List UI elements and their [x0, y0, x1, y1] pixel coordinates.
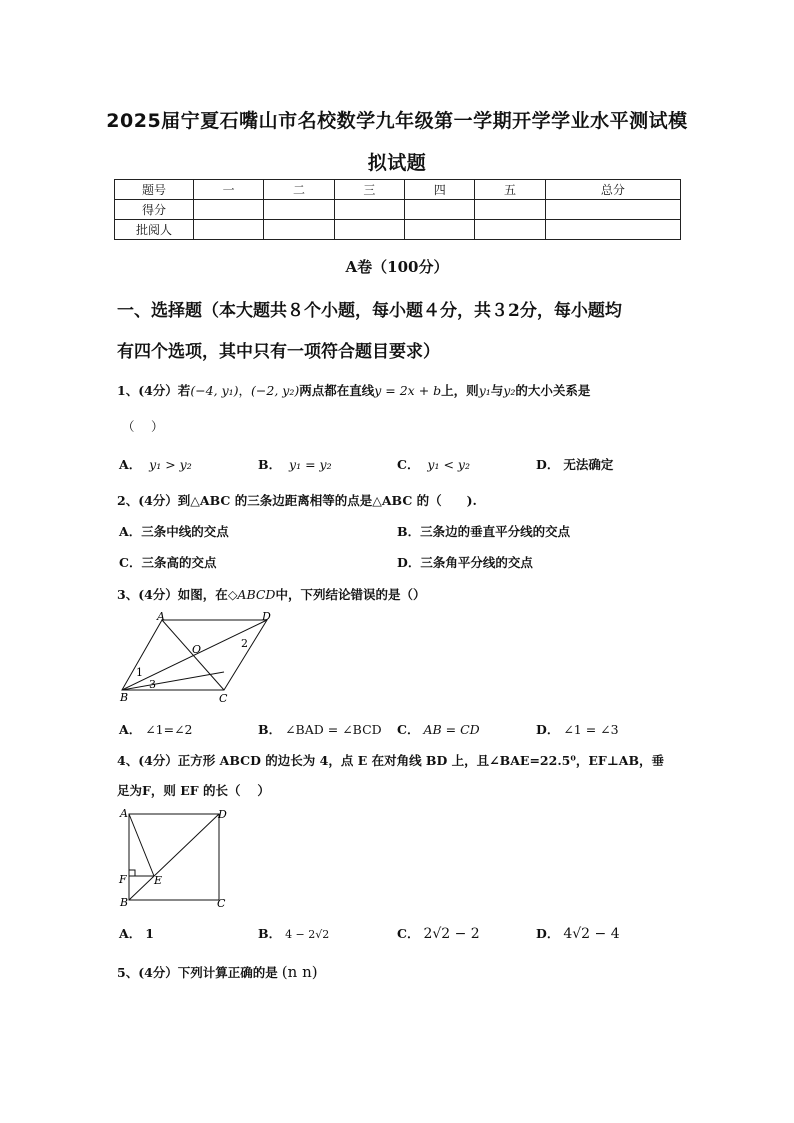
question-1-prefix: 1、(4分）若 [117, 383, 191, 398]
score-table-row [115, 220, 681, 240]
parallelogram-figure [112, 610, 282, 706]
option-letter: B． [258, 926, 282, 941]
document-title-line1: 2025届宁夏石嘴山市名校数学九年级第一学期开学学业水平测试模 [106, 110, 688, 132]
score-cell[interactable] [545, 220, 680, 240]
label-d: D [262, 610, 271, 623]
option-letter: C． [397, 926, 420, 941]
line-equation: y = 2x + b [374, 383, 442, 398]
q2-option-d[interactable] [397, 553, 533, 571]
angle-1-label: 1 [136, 666, 143, 679]
option-letter: D． [397, 555, 421, 570]
question-1-text: 与 [490, 383, 504, 398]
option-text: 三条角平分线的交点 [420, 555, 533, 570]
option-letter: B． [397, 524, 421, 539]
label-f: F [119, 873, 127, 886]
paper-section-label: A卷（100分） [345, 258, 449, 276]
table-header-cell: 三 [334, 180, 404, 200]
option-letter: A． [119, 926, 142, 941]
option-text: 三条高的交点 [141, 555, 217, 570]
label-o: O [192, 643, 202, 656]
option-letter: D． [536, 722, 560, 737]
score-cell[interactable] [194, 220, 264, 240]
label-d: D [218, 808, 227, 821]
option-letter: C． [119, 555, 142, 570]
q4-option-b[interactable] [258, 924, 329, 942]
separator: ， [238, 383, 252, 398]
q1-option-c[interactable] [397, 455, 470, 473]
score-cell[interactable] [475, 200, 545, 220]
section-heading-line1: 一、选择题（本大题共８个小题，每小题４分，共３2分，每小题均 [117, 301, 622, 321]
label-c: C [217, 897, 226, 910]
score-table-header-row [115, 180, 681, 200]
q2-option-b[interactable] [397, 522, 570, 540]
score-cell[interactable] [405, 200, 475, 220]
score-cell[interactable] [264, 200, 334, 220]
question-2-stem: 2、(4分）到△ABC 的三条边距离相等的点是△ABC 的（ ). [117, 493, 477, 508]
score-table [114, 179, 681, 240]
q1-option-a[interactable] [119, 455, 192, 473]
score-cell[interactable] [545, 200, 680, 220]
option-letter: A． [119, 524, 142, 539]
option-letter: D． [536, 457, 560, 472]
table-header-cell: 二 [264, 180, 334, 200]
point-1: (−4, y₁) [190, 383, 239, 398]
question-4-stem-line2: 足为F，则 EF 的长（ ） [117, 783, 270, 798]
score-cell[interactable] [194, 200, 264, 220]
answer-paren: （ ） [122, 419, 164, 434]
y2: y₂ [503, 383, 516, 398]
question-1-stem [117, 381, 590, 399]
option-letter: C． [397, 457, 420, 472]
point-2: (−2, y₂) [251, 383, 300, 398]
score-cell[interactable] [264, 220, 334, 240]
q3-option-d[interactable] [536, 720, 619, 738]
option-letter: A． [119, 722, 142, 737]
table-row-label: 得分 [115, 200, 194, 220]
segment-ae [129, 814, 154, 876]
score-cell[interactable] [334, 200, 404, 220]
option-text: y₁ = y₂ [289, 457, 332, 472]
score-cell[interactable] [334, 220, 404, 240]
label-e: E [154, 874, 163, 887]
option-text: y₁ < y₂ [427, 457, 470, 472]
section-heading-line2: 有四个选项，其中只有一项符合题目要求） [117, 342, 440, 362]
right-angle-mark [129, 870, 135, 876]
question-1-text: 两点都在直线 [299, 383, 375, 398]
label-c: C [219, 692, 228, 705]
parallelogram-symbol: ◇ABCD [227, 587, 276, 602]
document-title-line2: 拟试题 [367, 152, 427, 174]
table-header-cell: 五 [475, 180, 545, 200]
question-5-paren: (n n) [281, 963, 318, 981]
question-3-prefix: 3、(4分）如图，在 [117, 587, 228, 602]
question-5-text: 5、(4分）下列计算正确的是 [117, 965, 278, 980]
option-letter: A． [119, 457, 142, 472]
q2-option-a[interactable] [119, 522, 229, 540]
q3-option-b[interactable] [258, 720, 382, 738]
option-letter: B． [258, 722, 282, 737]
option-text: 三条中线的交点 [141, 524, 229, 539]
score-cell[interactable] [405, 220, 475, 240]
q1-option-b[interactable] [258, 455, 332, 473]
label-a: A [120, 807, 128, 820]
option-text: 2√2 − 2 [423, 926, 480, 942]
y1: y₁ [478, 383, 491, 398]
angle-3-label: 3 [149, 678, 156, 691]
q3-option-a[interactable] [119, 720, 193, 738]
question-5-stem [117, 963, 318, 981]
table-header-cell: 题号 [115, 180, 194, 200]
question-3-text: 中，下列结论错误的是（） [275, 587, 426, 602]
option-letter: C． [397, 722, 420, 737]
q1-option-d[interactable] [536, 455, 613, 473]
q4-option-c[interactable] [397, 924, 480, 942]
question-1-text: 的大小关系是 [515, 383, 591, 398]
table-header-cell: 一 [194, 180, 264, 200]
q4-option-a[interactable] [119, 924, 154, 942]
option-text: ∠BAD = ∠BCD [285, 722, 382, 737]
option-text: 无法确定 [563, 457, 614, 472]
option-letter: B． [258, 457, 282, 472]
option-text: 4√2 − 4 [563, 926, 620, 942]
option-text: AB = CD [423, 722, 480, 737]
question-3-stem [117, 585, 425, 603]
option-text: 1 [145, 926, 154, 941]
table-header-cell: 总分 [545, 180, 680, 200]
question-1-text: 上，则 [441, 383, 479, 398]
q4-option-d[interactable] [536, 924, 620, 942]
option-text: y₁ > y₂ [149, 457, 192, 472]
score-table-row [115, 200, 681, 220]
square-figure [116, 806, 236, 910]
diagonal-bd [129, 814, 219, 900]
option-text: 三条边的垂直平分线的交点 [420, 524, 571, 539]
angle-2-label: 2 [241, 637, 248, 650]
q2-option-c[interactable] [119, 553, 216, 571]
option-letter: D． [536, 926, 560, 941]
option-text: ∠1=∠2 [145, 722, 193, 737]
table-header-cell: 四 [405, 180, 475, 200]
option-text: ∠1 = ∠3 [563, 722, 619, 737]
question-4-stem-line1: 4、(4分）正方形 ABCD 的边长为 4，点 E 在对角线 BD 上，且∠BAE=22.5⁰，EF⊥AB，垂 [117, 753, 665, 768]
q3-option-c[interactable] [397, 720, 480, 738]
option-text: 4 − 2√2 [285, 928, 330, 941]
label-a: A [157, 610, 165, 623]
score-cell[interactable] [475, 220, 545, 240]
label-b: B [120, 691, 129, 704]
label-b: B [120, 896, 129, 909]
table-row-label: 批阅人 [115, 220, 194, 240]
